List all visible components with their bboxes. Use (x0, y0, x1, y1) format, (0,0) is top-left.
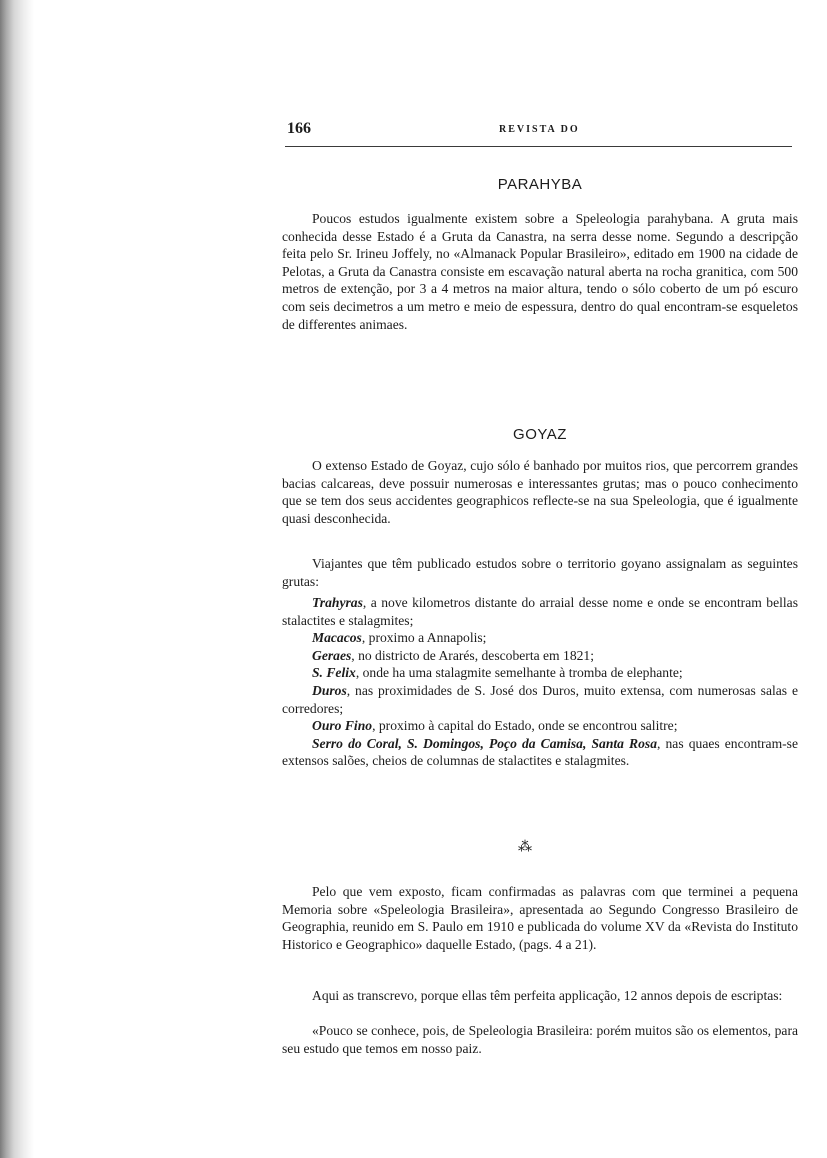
header-rule (285, 146, 792, 149)
book-binding-shadow (0, 0, 34, 1158)
gruta-item (282, 664, 798, 682)
section-heading-parahyba: PARAHYBA (497, 176, 583, 193)
page-number: 166 (287, 120, 311, 137)
gruta-name: Duros (312, 682, 347, 698)
gruta-name: Trahyras (312, 595, 363, 610)
gruta-text: , nas quaes encontram-se extensos salões, cheios de columnas de stalactites e stalagmites. (282, 735, 798, 769)
gruta-item (282, 682, 798, 717)
goyaz-paragraph-1: O extenso Estado de Goyaz, cujo sólo é banhado por muitos rios, que percorrem grandes bacias calcareas, deve possuir numerosas e interessantes grutas; mas o pouco conhecimento que se tem dos seus accidentes geographicos reflecte-se na sua Speleologia, que é igualmente quasi desconhecida. (282, 458, 798, 526)
gruta-text: , proximo à capital do Estado, onde se encontrou salitre; (372, 718, 678, 734)
gruta-item (282, 735, 798, 770)
gruta-text: , proximo a Annapolis; (361, 630, 487, 646)
gruta-name: Ouro Fino (312, 718, 373, 734)
closing-paragraph-2: Aqui as transcrevo, porque ellas têm perfeita applicação, 12 annos depois de escriptas: (312, 988, 783, 1003)
grutas-list (282, 594, 798, 770)
gruta-text: , onde ha uma stalagmite semelhante à tromba de elephante; (355, 665, 683, 681)
running-head (287, 120, 792, 142)
gruta-item (282, 647, 798, 665)
journal-title: REVISTA DO (499, 124, 580, 135)
gruta-text: , nas proximidades de S. José dos Duros, muito extensa, com numerosas salas e corredores; (282, 682, 798, 716)
gruta-item (282, 594, 798, 629)
section-heading-goyaz: GOYAZ (513, 426, 567, 443)
gruta-text: , no districto de Ararés, descoberta em 1821; (351, 647, 594, 663)
gruta-name: Geraes (312, 647, 352, 663)
gruta-item (282, 717, 798, 735)
gruta-name: Serro do Coral, S. Domingos, Poço da Camisa, Santa Rosa (312, 735, 658, 751)
gruta-item (282, 629, 798, 647)
gruta-text: , a nove kilometros distante do arraial desse nome e onde se encontram bellas stalactites e stalagmites; (282, 595, 798, 628)
closing-paragraph-1: Pelo que vem exposto, ficam confirmadas as palavras com que terminei a pequena Memoria sobre «Speleologia Brasileira», apresentada ao Segundo Congresso Brasileiro de Geographia, reunido em S. Paulo em 1910 e publicada do volume XV da «Revista do Instituto Historico e Geographico» daquelle Estado, (pags. 4 a 21). (282, 884, 798, 952)
goyaz-paragraph-2: Viajantes que têm publicado estudos sobre o territorio goyano assignalam as seguintes grutas: (282, 556, 798, 589)
parahyba-paragraph: Poucos estudos igualmente existem sobre a Speleologia parahybana. A gruta mais conhecida desse Estado é a Gruta da Canastra, na serra desse nome. Segundo a descripção feita pelo Sr. Irineu Joffely, no «Almanack Popular Brasileiro», editado em 1900 na cidade de Pelotas, a Gruta da Canastra consiste em escavação natural aberta na rocha granitica, com 500 metros de extenção, por 3 a 4 metros na maior altura, tendo o sólo coberto de um pó escuro com seis decimetros a um metro e meio de espessura, dentro do qual encontram-se esqueletos de differentes animaes. (282, 211, 798, 332)
closing-paragraph-3: «Pouco se conhece, pois, de Speleologia Brasileira: porém muitos são os elementos, para seu estudo que temos em nosso paiz. (282, 1023, 798, 1056)
gruta-name: Macacos (312, 630, 362, 646)
section-ornament: ⁂ (518, 840, 532, 855)
gruta-name: S. Felix (312, 665, 356, 681)
